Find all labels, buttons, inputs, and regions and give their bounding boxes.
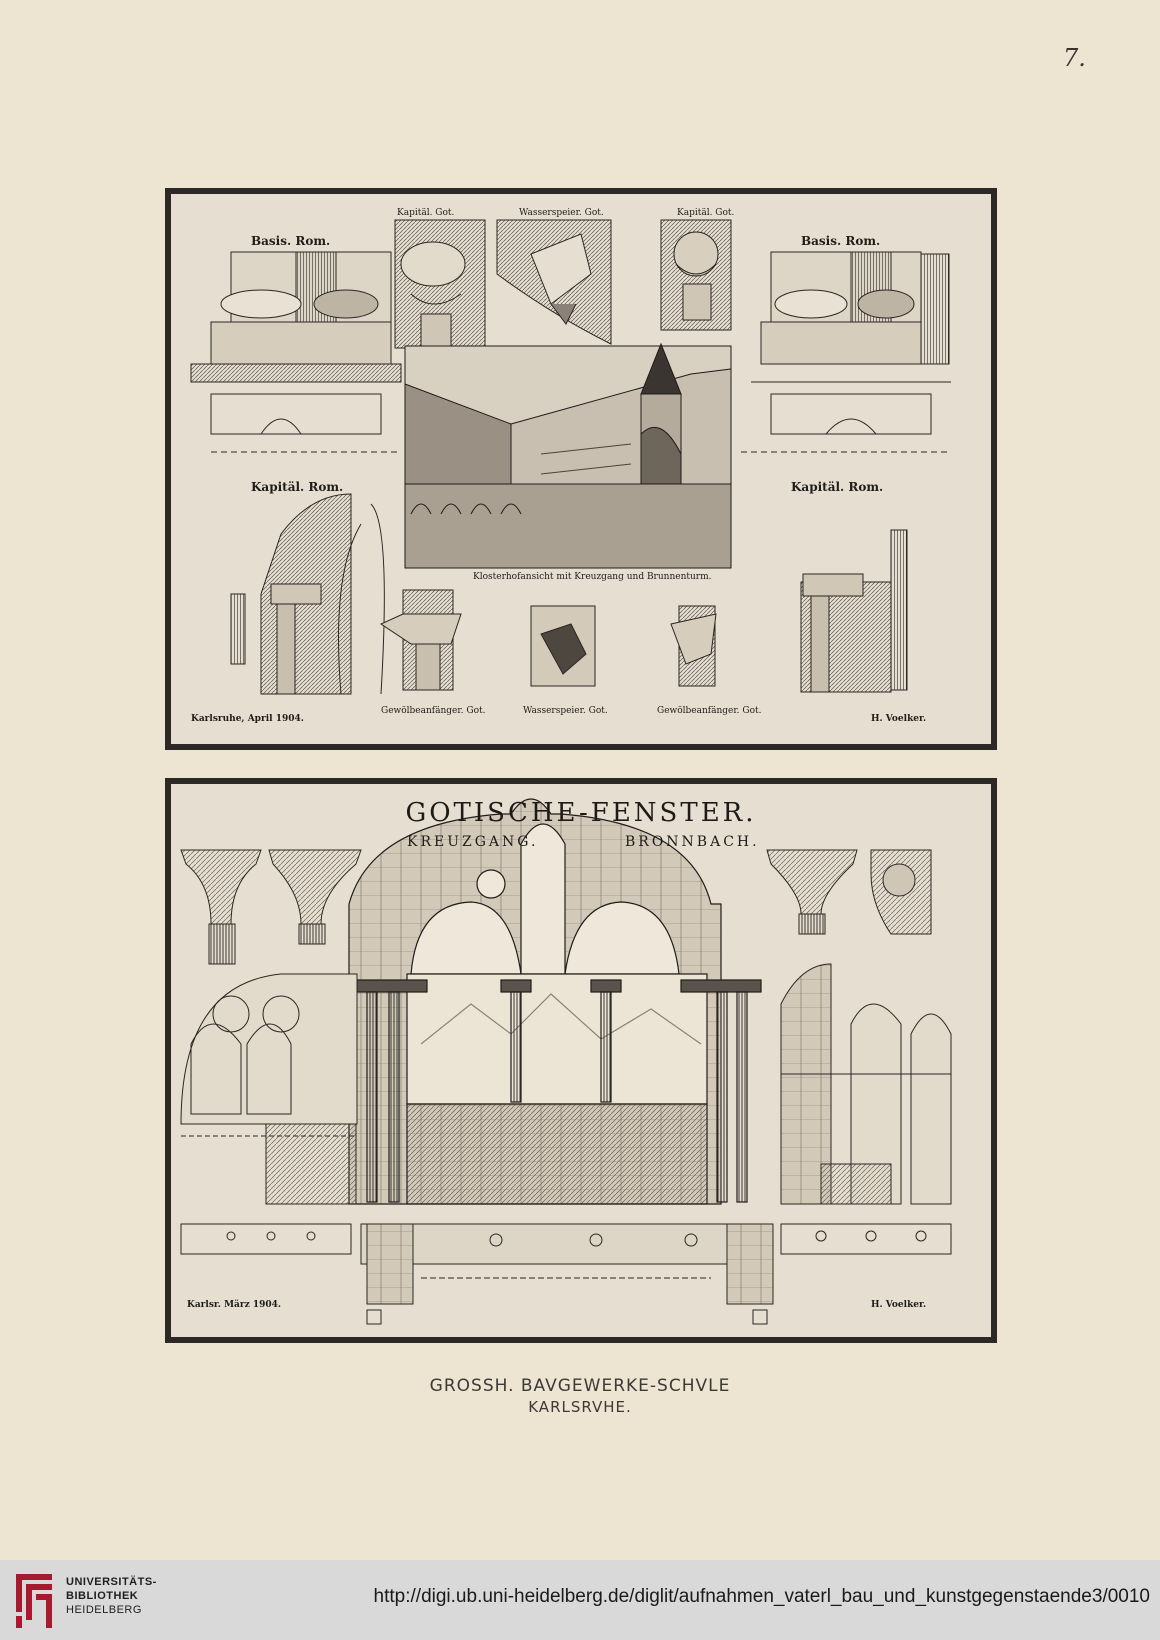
basis-left-drawing <box>191 252 401 452</box>
plate-1-date: Karlsruhe, April 1904. <box>191 714 304 724</box>
caption-wasserspeier-top: Wasserspeier. Got. <box>519 208 604 218</box>
kapitaell-got-left-drawing <box>395 220 485 348</box>
university-library-logo-icon[interactable] <box>12 1572 56 1630</box>
caption-basis-left: Basis. Rom. <box>251 234 331 248</box>
school-name-line-2: KARLSRVHE. <box>528 1398 632 1416</box>
plate-2-subtitle-left: KREUZGANG. <box>407 834 539 850</box>
plate-2-subtitle-right: BRONNBACH. <box>625 834 760 850</box>
kapitaell-rom-right-drawing <box>801 530 907 692</box>
caption-kapitaell-top-right: Kapitäl. Got. <box>677 208 735 218</box>
caption-wasserspeier-bottom: Wasserspeier. Got. <box>523 706 608 716</box>
courtyard-photograph <box>405 344 731 568</box>
main-gothic-window <box>347 799 761 1204</box>
wasserspeier-bottom-drawing <box>531 606 595 686</box>
tracery-window-left <box>181 974 357 1204</box>
caption-gewoelbe-right: Gewölbeanfänger. Got. <box>657 706 762 716</box>
caption-kapitaell-left: Kapitäl. Rom. <box>251 480 344 494</box>
gewoelbeanfaenger-left-drawing <box>381 590 461 690</box>
logo-text-line-2: BIBLIOTHEK <box>66 1590 139 1602</box>
plate-2-date: Karlsr. März 1904. <box>187 1300 282 1310</box>
plate-1-signature: H. Voelker. <box>871 714 927 724</box>
logo-text-line-3: HEIDELBERG <box>66 1604 142 1616</box>
page-number: 7. <box>1063 44 1086 72</box>
library-footer-bar <box>0 1560 1160 1640</box>
plate-1-sheet <box>171 194 991 744</box>
caption-kapitaell-right: Kapitäl. Rom. <box>791 480 884 494</box>
plate-2-signature: H. Voelker. <box>871 1300 927 1310</box>
elevation-right <box>781 964 951 1204</box>
kapitaell-rom-left-drawing <box>231 494 384 694</box>
caption-gewoelbe-left: Gewölbeanfänger. Got. <box>381 706 486 716</box>
permalink-url[interactable]: http://digi.ub.uni-heidelberg.de/diglit/aufnahmen_vaterl_bau_und_kunstgegenstaende3/0010 <box>373 1586 1150 1607</box>
plate-2-title: GOTISCHE-FENSTER. <box>405 798 757 828</box>
plate-architectural-details <box>165 188 997 750</box>
plate-1-drawings <box>171 194 991 744</box>
wasserspeier-top-drawing <box>497 220 611 344</box>
caption-photo: Klosterhofansicht mit Kreuzgang und Brunnenturm. <box>473 572 712 582</box>
plate-gothic-windows <box>165 778 997 1343</box>
school-name-line-1: GROSSH. BAVGEWERKE-SCHVLE <box>429 1376 731 1396</box>
kapitaell-got-right-drawing <box>661 220 731 330</box>
gewoelbeanfaenger-right-drawing <box>671 606 716 686</box>
basis-right-drawing <box>741 252 951 452</box>
caption-basis-right: Basis. Rom. <box>801 234 881 248</box>
plate-2-sheet <box>171 784 991 1337</box>
plate-2-drawings <box>171 784 991 1337</box>
logo-text-line-1: UNIVERSITÄTS- <box>66 1576 157 1588</box>
floor-plan-strip <box>181 1224 951 1324</box>
caption-kapitaell-top-left: Kapitäl. Got. <box>397 208 455 218</box>
